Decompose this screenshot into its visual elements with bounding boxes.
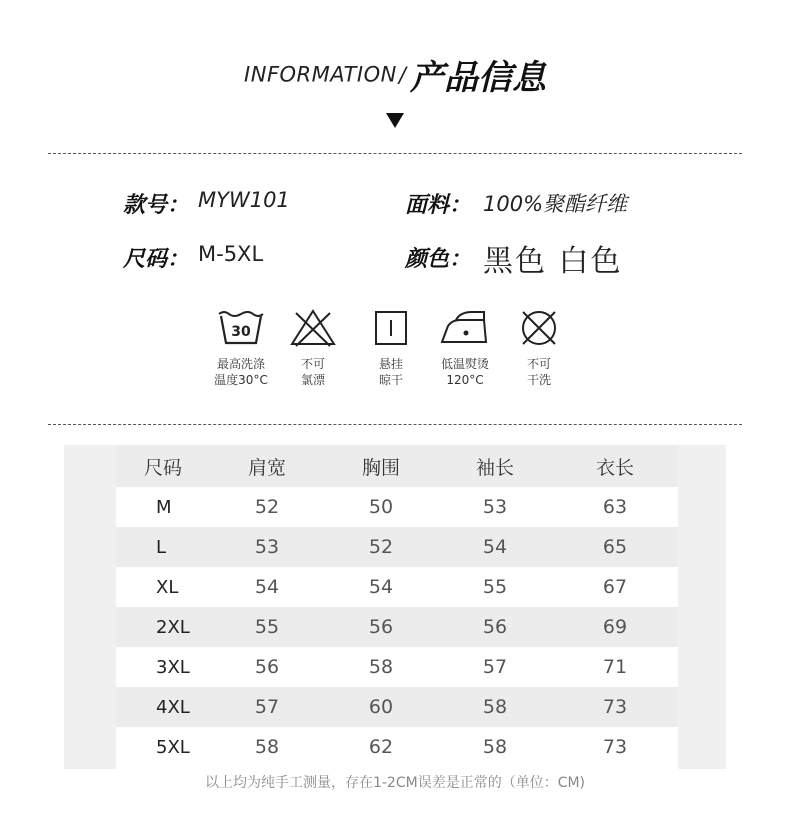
info-row-1 (0, 188, 790, 228)
table-row: L 53 52 54 65 (116, 527, 678, 567)
table-row: 3XL 56 58 57 71 (156, 656, 628, 678)
care-hang-dry (356, 308, 426, 388)
size-table-body (116, 445, 678, 769)
header-en-title: INFORMATION (244, 62, 397, 87)
table-row: M 52 50 53 63 (156, 496, 628, 518)
fabric-label: 面料： (405, 193, 472, 218)
care-wash (206, 308, 276, 388)
header-chest: 胸围 (361, 456, 400, 479)
header-size: 尺码 (144, 456, 183, 479)
wash-30-icon (216, 308, 266, 348)
page-header (0, 50, 790, 99)
hang-dry-icon (366, 308, 416, 348)
header-zh-title: 产品信息 (409, 58, 546, 98)
color-label: 颜色： (405, 247, 472, 272)
care-hang-dry-label: 悬挂 晾干 (378, 357, 403, 387)
header-shoulder: 肩宽 (247, 456, 286, 479)
care-low-iron-label: 低温熨烫 120°C (440, 357, 489, 387)
table-row: 4XL 57 60 58 73 (116, 687, 678, 727)
style-value: MYW101 (198, 188, 290, 212)
divider-top (48, 153, 742, 154)
style-label: 款号： (123, 193, 190, 218)
table-header-row (116, 445, 678, 487)
care-low-iron (430, 308, 500, 388)
down-arrow-icon (386, 113, 404, 128)
size-value: M-5XL (198, 242, 264, 266)
care-no-dry-clean-label: 不可 干洗 (526, 357, 551, 387)
color-value: 黑色 白色 (483, 244, 623, 279)
header-slash: / (398, 62, 406, 87)
table-row: XL 54 54 55 67 (156, 576, 628, 598)
header-length: 衣长 (595, 456, 634, 479)
no-bleach-icon (288, 308, 338, 348)
divider-bottom (48, 424, 742, 425)
no-dry-clean-icon (514, 308, 564, 348)
care-wash-label: 最高洗涤 温度30°C (214, 357, 268, 387)
wash-temp-number: 30 (231, 324, 251, 340)
table-row: 2XL 55 56 56 69 (116, 607, 678, 647)
size-table (64, 445, 726, 769)
table-row: 5XL 58 62 58 73 (156, 736, 628, 758)
low-iron-icon (438, 308, 492, 348)
care-no-bleach (278, 308, 348, 388)
care-no-bleach-label: 不可 氯漂 (300, 357, 325, 387)
info-row-2 (0, 242, 790, 282)
size-label: 尺码： (123, 247, 190, 272)
fabric-value: 100%聚酯纤维 (483, 192, 628, 216)
care-no-dry-clean (504, 308, 574, 388)
header-sleeve: 袖长 (475, 456, 514, 479)
measurement-footnote: 以上均为纯手工测量，存在1-2CM误差是正常的（单位：CM) (204, 775, 586, 791)
